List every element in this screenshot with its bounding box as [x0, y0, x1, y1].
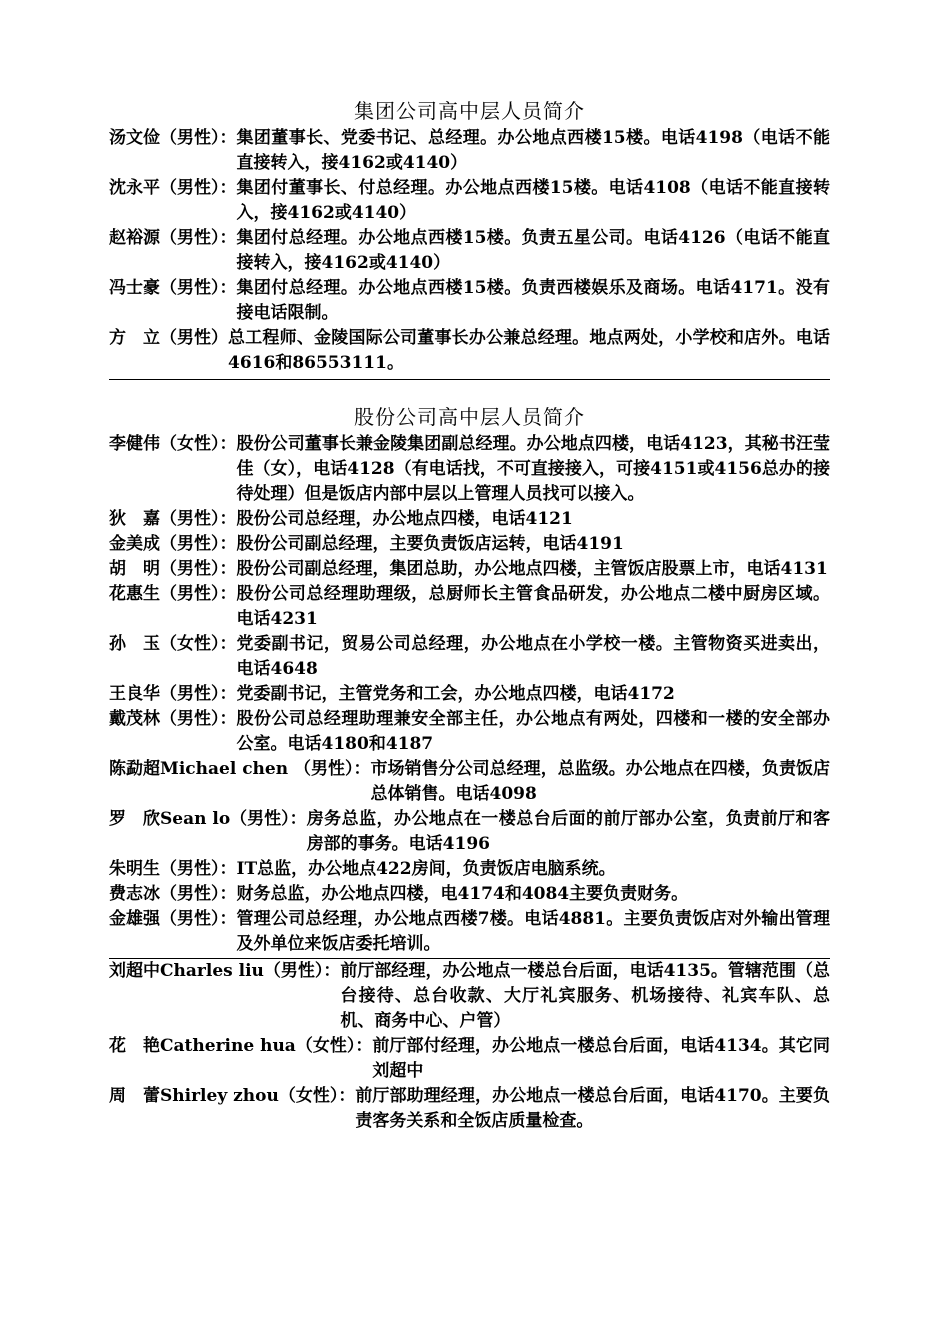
person-name: 胡 明（男性）： [109, 559, 237, 579]
person-entry [109, 326, 830, 376]
section1-title: 集团公司高中层人员简介 [354, 99, 585, 123]
person-description: 股份公司副总经理，集团总助，办公地点四楼，主管饭店股票上市，电话4131 [236, 559, 828, 579]
person-description: 管理公司总经理，办公地点西楼7楼。电话4881。主要负责饭店对外输出管理及外单位来饭店委托培训。 [236, 909, 830, 954]
person-name: 朱明生（男性）： [109, 859, 237, 879]
person-entry [109, 432, 830, 507]
person-entry [109, 1034, 830, 1084]
person-entry [109, 682, 830, 707]
person-name: 周 蕾Shirley zhou（女性）： [109, 1086, 356, 1106]
section-divider [109, 379, 830, 380]
person-description: 股份公司总经理助理兼安全部主任，办公地点有两处，四楼和一楼的安全部办公室。电话4180和4187 [236, 709, 830, 754]
person-description: 财务总监，办公地点四楼，电4174和4084主要负责财务。 [236, 884, 689, 904]
person-name: 金美成（男性）： [109, 534, 237, 554]
person-entry [109, 757, 830, 807]
person-description: 前厅部经理，办公地点一楼总台后面，电话4135。管辖范围（总台接待、总台收款、大厅礼宾服务、机场接待、礼宾车队、总机、商务中心、户管） [340, 961, 830, 1031]
person-entry [109, 707, 830, 757]
person-entry [109, 582, 830, 632]
person-description: 市场销售分公司总经理，总监级。办公地点在四楼，负责饭店总体销售。电话4098 [370, 759, 830, 804]
person-name: 花惠生（男性）： [109, 584, 237, 604]
person-name: 王良华（男性）： [109, 684, 237, 704]
person-name: 罗 欣Sean lo（男性）： [109, 809, 307, 829]
person-name: 花 艳Catherine hua（女性）： [109, 1036, 373, 1056]
person-name: 刘超中Charles liu（男性）： [109, 961, 341, 981]
person-entry [109, 176, 830, 226]
section2-title: 股份公司高中层人员简介 [354, 405, 585, 429]
person-entry [109, 959, 830, 1034]
person-description: 集团董事长、党委书记、总经理。办公地点西楼15楼。电话4198（电话不能直接转入，接4162或4140） [236, 128, 830, 173]
person-name: 方 立（男性） [109, 328, 228, 348]
person-description: 总工程师、金陵国际公司董事长办公兼总经理。地点两处，小学校和店外。电话4616和86553111。 [228, 328, 830, 373]
person-entry [109, 882, 830, 907]
person-entry [109, 907, 830, 957]
person-name: 狄 嘉（男性）： [109, 509, 237, 529]
person-description: 股份公司总经理助理级，总厨师长主管食品研发，办公地点二楼中厨房区域。电话4231 [236, 584, 830, 629]
person-description: 前厅部助理经理，办公地点一楼总台后面，电话4170。主要负责客务关系和全饭店质量检查。 [355, 1086, 830, 1131]
person-entry [109, 532, 830, 557]
person-description: 股份公司董事长兼金陵集团副总经理。办公地点四楼，电话4123，其秘书汪莹佳（女），电话4128（有电话找，不可直接接入，可接4151或4156总办的接待处理）但是饭店内部中层以上管理人员找可以接入。 [236, 434, 830, 504]
person-entry [109, 276, 830, 326]
person-description: 股份公司总经理，办公地点四楼，电话4121 [236, 509, 573, 529]
person-description: 集团付总经理。办公地点西楼15楼。负责五星公司。电话4126（电话不能直接转入，接4162或4140） [236, 228, 830, 273]
section1-list [109, 126, 830, 376]
person-entry [109, 507, 830, 532]
person-description: 前厅部付经理，办公地点一楼总台后面，电话4134。其它同刘超中 [372, 1036, 830, 1081]
person-entry [109, 226, 830, 276]
person-name: 赵裕源（男性）： [109, 228, 237, 248]
person-description: 党委副书记，主管党务和工会，办公地点四楼，电话4172 [236, 684, 675, 704]
person-description: 党委副书记，贸易公司总经理，办公地点在小学校一楼。主管物资买进卖出，电话4648 [236, 634, 830, 679]
person-entry [109, 807, 830, 857]
person-name: 陈勐超Michael chen （男性）： [109, 759, 371, 779]
person-name: 费志冰（男性）： [109, 884, 237, 904]
person-description: 集团付总经理。办公地点西楼15楼。负责西楼娱乐及商场。电话4171。没有接电话限制。 [236, 278, 830, 323]
person-name: 李健伟（女性）： [109, 434, 237, 454]
person-name: 戴茂林（男性）： [109, 709, 237, 729]
person-name: 孙 玉（女性）： [109, 634, 237, 654]
person-entry [109, 126, 830, 176]
section3-list [109, 959, 830, 1134]
document-page [109, 96, 830, 1134]
person-description: 房务总监，办公地点在一楼总台后面的前厅部办公室，负责前厅和客房部的事务。电话4196 [306, 809, 830, 854]
person-name: 汤文俭（男性）： [109, 128, 237, 148]
section2-list [109, 432, 830, 957]
person-description: IT总监，办公地点422房间，负责饭店电脑系统。 [236, 859, 616, 879]
person-description: 集团付董事长、付总经理。办公地点西楼15楼。电话4108（电话不能直接转入，接4162或4140） [236, 178, 830, 223]
person-name: 沈永平（男性）： [109, 178, 237, 198]
person-entry [109, 1084, 830, 1134]
person-entry [109, 557, 830, 582]
person-entry [109, 632, 830, 682]
person-name: 金雄强（男性）： [109, 909, 237, 929]
person-name: 冯士豪（男性）： [109, 278, 237, 298]
person-entry [109, 857, 830, 882]
person-description: 股份公司副总经理，主要负责饭店运转，电话4191 [236, 534, 624, 554]
